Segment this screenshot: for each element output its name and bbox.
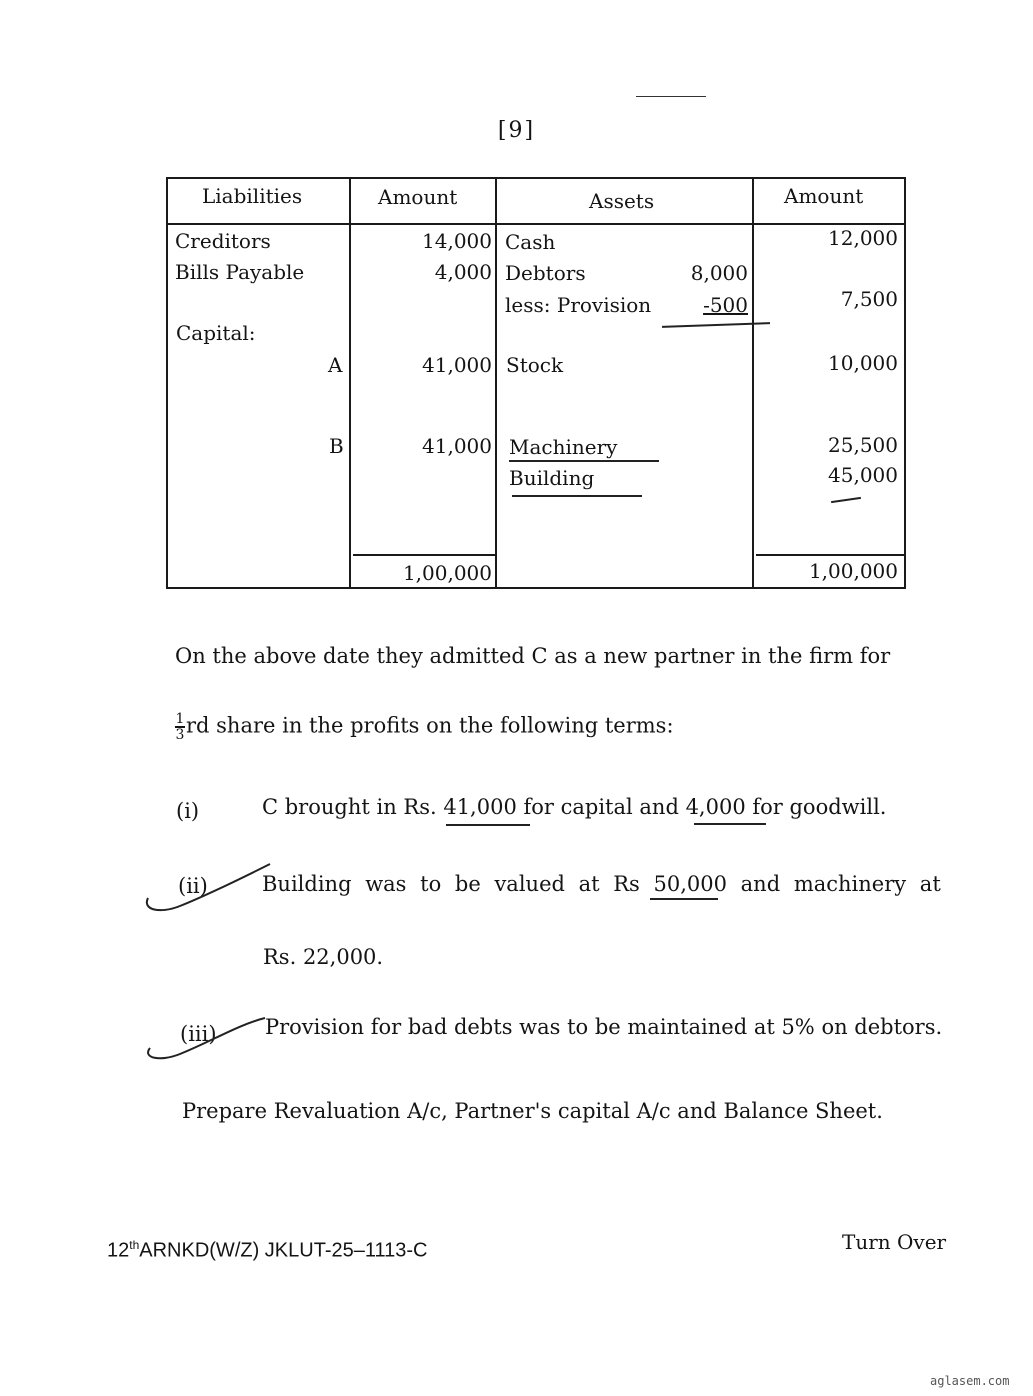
liabilities-total: 1,00,000 (402, 561, 492, 585)
header-liabilities: Liabilities (202, 184, 303, 208)
top-rule (636, 96, 706, 97)
term-3-text: Provision for bad debts was to be maintained at 5% on debtors. (265, 1015, 943, 1039)
creditors-amount: 14,000 (422, 229, 492, 253)
partner-b-capital: 41,000 (422, 434, 492, 458)
debtors-gross: 8,000 (690, 261, 748, 285)
page-number: [9] (497, 118, 536, 143)
provision-amount: -500 (703, 293, 748, 317)
header-assets: Assets (589, 189, 655, 213)
capital-label: Capital: (176, 321, 256, 345)
question-intro-line1: On the above date they admitted C as a new partner in the firm for (175, 644, 891, 668)
asset-total-rule (756, 554, 904, 556)
stock-label: Stock (506, 353, 564, 377)
building-label: Building (509, 466, 595, 490)
machinery-label: Machinery (509, 435, 618, 459)
one-third-fraction: $\frac{1}{3}$ (175, 711, 185, 743)
header-asset-amount: Amount (784, 184, 864, 208)
paper-code: 12thARNKD(W/Z) JKLUT-25–1113-C (107, 1238, 428, 1262)
watermark: aglasem.com (930, 1374, 1010, 1388)
building-amount: 45,000 (828, 463, 898, 487)
partner-b-label: B (329, 434, 344, 458)
debtors-net: 7,500 (840, 287, 898, 311)
term-3-number: (iii) (180, 1022, 217, 1046)
pen-underline-41000 (446, 824, 530, 826)
stock-amount: 10,000 (828, 351, 898, 375)
machinery-amount: 25,500 (828, 433, 898, 457)
bills-payable-label: Bills Payable (175, 260, 305, 284)
pen-underline-50000 (650, 898, 718, 900)
turn-over: Turn Over (842, 1230, 947, 1254)
liab-total-rule (353, 554, 497, 556)
cash-amount: 12,000 (828, 226, 898, 250)
cash-label: Cash (505, 230, 556, 254)
col-divider-3 (752, 177, 754, 587)
debtors-label: Debtors (505, 261, 586, 285)
balance-sheet-table (166, 177, 906, 589)
pen-tick-iii (140, 1008, 280, 1068)
header-divider (166, 223, 906, 225)
header-liab-amount: Amount (378, 185, 458, 209)
provision-label: less: Provision (505, 293, 652, 317)
pen-underline-4000 (694, 823, 766, 825)
bills-payable-amount: 4,000 (434, 260, 492, 284)
pen-tick-ii (140, 858, 280, 918)
partner-a-capital: 41,000 (422, 353, 492, 377)
col-divider-1 (349, 177, 351, 587)
partner-a-label: A (328, 353, 343, 377)
creditors-label: Creditors (175, 229, 271, 253)
pen-underline-machinery (509, 460, 659, 462)
assets-total: 1,00,000 (808, 559, 898, 583)
term-2-text: Building was to be valued at Rs 50,000 and machinery at (262, 872, 941, 896)
col-divider-2 (495, 177, 497, 587)
term-2-continued: Rs. 22,000. (263, 945, 384, 969)
term-1-number: (i) (176, 799, 200, 823)
instruction: Prepare Revaluation A/c, Partner's capital A/c and Balance Sheet. (182, 1099, 883, 1123)
term-1-text: C brought in Rs. 41,000 for capital and 4,000 for goodwill. (262, 795, 887, 819)
term-2-number: (ii) (178, 874, 208, 898)
pen-underline-building (512, 495, 642, 497)
question-intro-line2: $\frac{1}{3}rd$ share in the profits on the following terms: (175, 711, 674, 743)
